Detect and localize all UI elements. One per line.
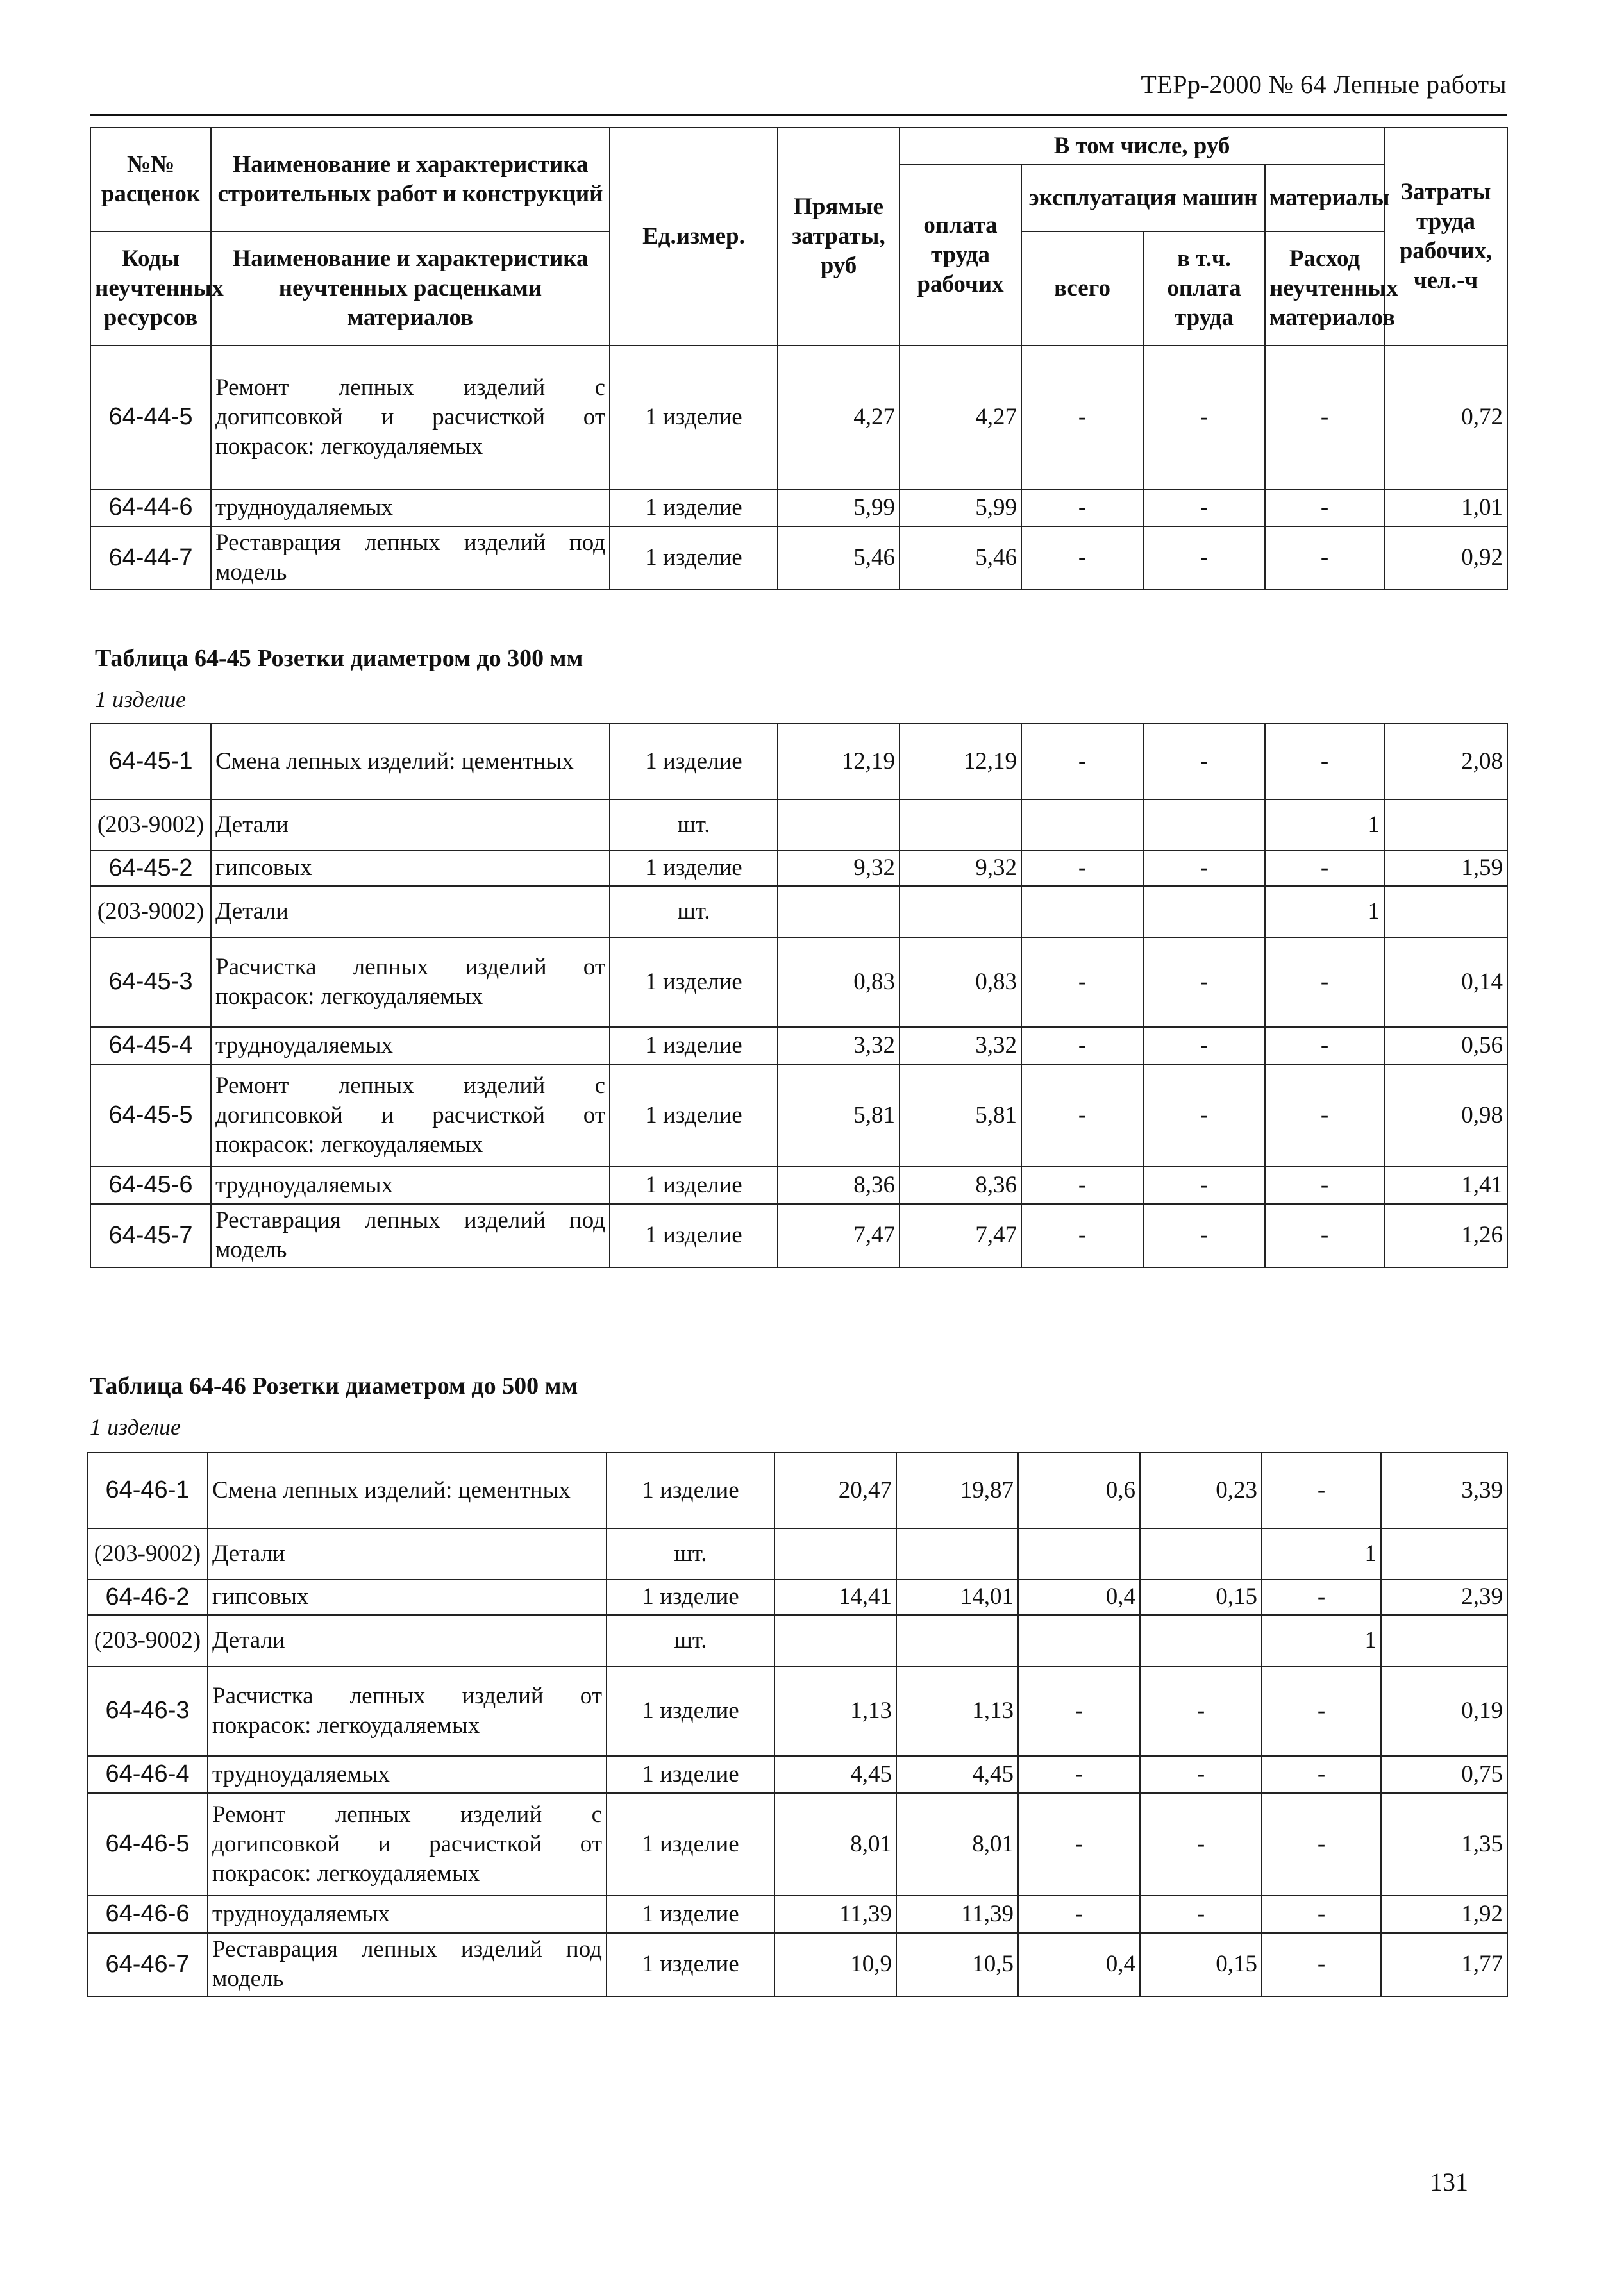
table-row xyxy=(87,1756,1507,1793)
machines-total: 0,4 xyxy=(1018,1580,1140,1615)
work-name: трудноудаляемых xyxy=(211,1167,610,1204)
materials-use: - xyxy=(1265,1204,1384,1267)
labor-pay: 0,83 xyxy=(900,937,1021,1027)
rate-code: 64-46-4 xyxy=(87,1756,208,1793)
rate-code: 64-45-6 xyxy=(90,1167,211,1204)
unit: шт. xyxy=(610,886,778,937)
materials-use: - xyxy=(1265,724,1384,799)
direct-cost: 4,45 xyxy=(774,1756,896,1793)
header-cell-unit: Ед.измер. xyxy=(610,128,778,346)
header-cell-name: Наименование и характеристика строительных работ и конструкций xyxy=(211,128,610,231)
machines-total: - xyxy=(1018,1756,1140,1793)
labor-hours: 1,35 xyxy=(1381,1793,1507,1896)
labor-pay: 19,87 xyxy=(896,1453,1018,1528)
page-number: 131 xyxy=(1430,2168,1468,2196)
labor-pay: 10,5 xyxy=(896,1933,1018,1996)
machines-pay: - xyxy=(1143,489,1265,526)
unit: шт. xyxy=(610,799,778,851)
direct-cost: 5,99 xyxy=(778,489,900,526)
direct-cost: 10,9 xyxy=(774,1933,896,1996)
unit: 1 изделие xyxy=(610,1204,778,1267)
labor-hours: 1,59 xyxy=(1384,851,1507,886)
machines-pay: - xyxy=(1140,1756,1262,1793)
labor-hours xyxy=(1381,1615,1507,1666)
materials-use: - xyxy=(1265,1027,1384,1064)
unit: 1 изделие xyxy=(610,937,778,1027)
labor-pay xyxy=(896,1528,1018,1580)
table-row xyxy=(87,1896,1507,1933)
rate-code: 64-44-5 xyxy=(90,346,211,489)
labor-hours: 0,14 xyxy=(1384,937,1507,1027)
table-row xyxy=(90,1167,1507,1204)
machines-pay xyxy=(1140,1615,1262,1666)
machines-total: - xyxy=(1018,1896,1140,1933)
rate-code: 64-46-1 xyxy=(87,1453,208,1528)
machines-total: - xyxy=(1021,346,1143,489)
work-name: Ремонт лепных изделий с догипсовкой и расчисткой от покрасок: легкоудаляемых xyxy=(211,1064,610,1167)
work-name: Расчистка лепных изделий от покрасок: легкоудаляемых xyxy=(208,1666,607,1756)
table-6446 xyxy=(87,1452,1508,1997)
direct-cost: 20,47 xyxy=(774,1453,896,1528)
labor-hours: 1,41 xyxy=(1384,1167,1507,1204)
table-row xyxy=(90,346,1507,489)
direct-cost: 0,83 xyxy=(778,937,900,1027)
table-6445-caption: Таблица 64-45 Розетки диаметром до 300 мм xyxy=(95,645,583,672)
table-row xyxy=(90,1027,1507,1064)
unit: 1 изделие xyxy=(610,489,778,526)
materials-use: - xyxy=(1265,937,1384,1027)
materials-use: - xyxy=(1265,346,1384,489)
direct-cost: 3,32 xyxy=(778,1027,900,1064)
labor-pay: 5,81 xyxy=(900,1064,1021,1167)
rate-code: 64-45-7 xyxy=(90,1204,211,1267)
machines-total: - xyxy=(1018,1793,1140,1896)
machines-pay: - xyxy=(1143,1204,1265,1267)
labor-hours: 3,39 xyxy=(1381,1453,1507,1528)
work-name: Детали xyxy=(208,1528,607,1580)
work-name: трудноудаляемых xyxy=(208,1756,607,1793)
unit: 1 изделие xyxy=(607,1756,774,1793)
labor-hours: 2,39 xyxy=(1381,1580,1507,1615)
direct-cost xyxy=(774,1528,896,1580)
materials-use: - xyxy=(1262,1580,1381,1615)
direct-cost xyxy=(778,886,900,937)
labor-hours xyxy=(1384,799,1507,851)
direct-cost: 5,81 xyxy=(778,1064,900,1167)
machines-total: - xyxy=(1021,1167,1143,1204)
table-row xyxy=(87,1528,1507,1580)
labor-pay: 7,47 xyxy=(900,1204,1021,1267)
header-cell-direct: Прямые затраты, руб xyxy=(778,128,900,346)
work-name: Ремонт лепных изделий с догипсовкой и расчисткой от покрасок: легкоудаляемых xyxy=(211,346,610,489)
labor-pay: 14,01 xyxy=(896,1580,1018,1615)
rate-code: (203-9002) xyxy=(87,1615,208,1666)
labor-hours: 1,01 xyxy=(1384,489,1507,526)
rate-code: 64-44-6 xyxy=(90,489,211,526)
work-name: гипсовых xyxy=(211,851,610,886)
table-row xyxy=(87,1615,1507,1666)
labor-pay xyxy=(896,1615,1018,1666)
table-row xyxy=(90,937,1507,1027)
header-cell-code: №№ расценок xyxy=(90,128,211,231)
rate-code: (203-9002) xyxy=(90,886,211,937)
labor-hours: 0,72 xyxy=(1384,346,1507,489)
header-cell-labor-pay: оплата труда рабочих xyxy=(900,165,1021,346)
unit: 1 изделие xyxy=(610,1064,778,1167)
machines-pay: - xyxy=(1143,851,1265,886)
machines-pay: - xyxy=(1143,724,1265,799)
unit: 1 изделие xyxy=(610,851,778,886)
work-name: Детали xyxy=(211,799,610,851)
header-cell-machines: эксплуатация машин xyxy=(1021,165,1265,231)
work-name: трудноудаляемых xyxy=(208,1896,607,1933)
machines-pay: - xyxy=(1143,346,1265,489)
work-name: гипсовых xyxy=(208,1580,607,1615)
labor-pay: 4,45 xyxy=(896,1756,1018,1793)
work-name: Смена лепных изделий: цементных xyxy=(211,724,610,799)
labor-pay: 12,19 xyxy=(900,724,1021,799)
machines-total: - xyxy=(1021,1064,1143,1167)
labor-hours: 0,56 xyxy=(1384,1027,1507,1064)
machines-total: - xyxy=(1021,724,1143,799)
unit: 1 изделие xyxy=(610,346,778,489)
materials-use: - xyxy=(1262,1666,1381,1756)
direct-cost xyxy=(774,1615,896,1666)
table-row xyxy=(90,1064,1507,1167)
direct-cost: 1,13 xyxy=(774,1666,896,1756)
machines-total: - xyxy=(1021,489,1143,526)
unit: 1 изделие xyxy=(607,1793,774,1896)
unit: 1 изделие xyxy=(607,1453,774,1528)
labor-hours: 1,92 xyxy=(1381,1896,1507,1933)
machines-total xyxy=(1018,1615,1140,1666)
labor-hours: 0,75 xyxy=(1381,1756,1507,1793)
machines-pay: - xyxy=(1143,526,1265,590)
materials-use: - xyxy=(1265,1167,1384,1204)
table-row xyxy=(90,1204,1507,1267)
rate-code: 64-46-5 xyxy=(87,1793,208,1896)
header-cell-machines-pay: в т.ч. оплата труда xyxy=(1143,231,1265,346)
labor-pay: 1,13 xyxy=(896,1666,1018,1756)
header-cell-materials-use: Расход неучтенных материалов xyxy=(1265,231,1384,346)
rate-code: 64-44-7 xyxy=(90,526,211,590)
work-name: Ремонт лепных изделий с догипсовкой и расчисткой от покрасок: легкоудаляемых xyxy=(208,1793,607,1896)
unit: 1 изделие xyxy=(607,1666,774,1756)
machines-pay: 0,15 xyxy=(1140,1580,1262,1615)
header-cell-materials: материалы xyxy=(1265,165,1384,231)
unit: шт. xyxy=(607,1615,774,1666)
labor-pay: 9,32 xyxy=(900,851,1021,886)
machines-total: - xyxy=(1021,851,1143,886)
direct-cost: 7,47 xyxy=(778,1204,900,1267)
direct-cost: 8,36 xyxy=(778,1167,900,1204)
direct-cost: 12,19 xyxy=(778,724,900,799)
labor-hours: 1,77 xyxy=(1381,1933,1507,1996)
machines-total: - xyxy=(1018,1666,1140,1756)
rate-code: 64-46-6 xyxy=(87,1896,208,1933)
unit: 1 изделие xyxy=(610,1027,778,1064)
work-name: Детали xyxy=(208,1615,607,1666)
materials-use: - xyxy=(1265,851,1384,886)
table-row xyxy=(90,799,1507,851)
rate-code: 64-45-5 xyxy=(90,1064,211,1167)
materials-use: - xyxy=(1262,1933,1381,1996)
labor-pay: 11,39 xyxy=(896,1896,1018,1933)
table-6446-caption: Таблица 64-46 Розетки диаметром до 500 мм xyxy=(90,1373,578,1399)
materials-use: - xyxy=(1262,1793,1381,1896)
labor-hours: 0,19 xyxy=(1381,1666,1507,1756)
unit: 1 изделие xyxy=(610,724,778,799)
rate-code: 64-46-3 xyxy=(87,1666,208,1756)
machines-total: - xyxy=(1021,1204,1143,1267)
machines-pay xyxy=(1140,1528,1262,1580)
machines-total xyxy=(1021,799,1143,851)
direct-cost: 14,41 xyxy=(774,1580,896,1615)
labor-pay: 4,27 xyxy=(900,346,1021,489)
header-cell-including: В том числе, руб xyxy=(900,128,1384,165)
machines-pay: - xyxy=(1143,937,1265,1027)
machines-total xyxy=(1018,1528,1140,1580)
machines-total: - xyxy=(1021,526,1143,590)
rate-code: 64-45-4 xyxy=(90,1027,211,1064)
labor-pay: 3,32 xyxy=(900,1027,1021,1064)
labor-pay: 5,46 xyxy=(900,526,1021,590)
table-row xyxy=(90,526,1507,590)
unit: 1 изделие xyxy=(607,1933,774,1996)
header-cell-machines-total: всего xyxy=(1021,231,1143,346)
labor-hours xyxy=(1381,1528,1507,1580)
table-row xyxy=(90,851,1507,886)
unit: 1 изделие xyxy=(607,1580,774,1615)
header-cell-unaccounted-codes: Коды неучтенных ресурсов xyxy=(90,231,211,346)
labor-hours xyxy=(1384,886,1507,937)
header-cell-name-materials: Наименование и характеристика неучтенных расценками материалов xyxy=(211,231,610,346)
labor-pay: 8,36 xyxy=(900,1167,1021,1204)
table-row xyxy=(90,886,1507,937)
labor-pay xyxy=(900,799,1021,851)
work-name: Детали xyxy=(211,886,610,937)
machines-pay: - xyxy=(1140,1666,1262,1756)
materials-use: 1 xyxy=(1265,886,1384,937)
materials-use: 1 xyxy=(1265,799,1384,851)
machines-pay: - xyxy=(1143,1027,1265,1064)
materials-use: 1 xyxy=(1262,1528,1381,1580)
materials-use: - xyxy=(1262,1756,1381,1793)
direct-cost: 5,46 xyxy=(778,526,900,590)
machines-pay: - xyxy=(1143,1167,1265,1204)
unit: 1 изделие xyxy=(610,526,778,590)
rate-code: (203-9002) xyxy=(90,799,211,851)
rate-code: 64-46-7 xyxy=(87,1933,208,1996)
table-row xyxy=(87,1580,1507,1615)
table-6445 xyxy=(90,723,1508,1268)
direct-cost xyxy=(778,799,900,851)
labor-hours: 0,92 xyxy=(1384,526,1507,590)
materials-use: - xyxy=(1262,1453,1381,1528)
labor-hours: 2,08 xyxy=(1384,724,1507,799)
machines-pay: 0,15 xyxy=(1140,1933,1262,1996)
work-name: трудноудаляемых xyxy=(211,1027,610,1064)
labor-hours: 1,26 xyxy=(1384,1204,1507,1267)
header-rule xyxy=(90,114,1507,116)
materials-use: 1 xyxy=(1262,1615,1381,1666)
table-row xyxy=(87,1453,1507,1528)
rate-code: (203-9002) xyxy=(87,1528,208,1580)
unit: 1 изделие xyxy=(607,1896,774,1933)
work-name: Реставрация лепных изделий под модель xyxy=(211,1204,610,1267)
table-row xyxy=(90,489,1507,526)
machines-pay: - xyxy=(1140,1896,1262,1933)
direct-cost: 11,39 xyxy=(774,1896,896,1933)
running-header: ТЕРр-2000 № 64 Лепные работы xyxy=(1141,70,1507,99)
direct-cost: 8,01 xyxy=(774,1793,896,1896)
rate-code: 64-45-3 xyxy=(90,937,211,1027)
rate-code: 64-45-2 xyxy=(90,851,211,886)
rate-code: 64-46-2 xyxy=(87,1580,208,1615)
table-row xyxy=(87,1933,1507,1996)
labor-pay: 8,01 xyxy=(896,1793,1018,1896)
labor-pay: 5,99 xyxy=(900,489,1021,526)
machines-total xyxy=(1021,886,1143,937)
unit: шт. xyxy=(607,1528,774,1580)
rate-code: 64-45-1 xyxy=(90,724,211,799)
machines-total: - xyxy=(1021,1027,1143,1064)
labor-pay xyxy=(900,886,1021,937)
labor-hours: 0,98 xyxy=(1384,1064,1507,1167)
table-6445-unit-note: 1 изделие xyxy=(95,687,186,712)
materials-use: - xyxy=(1265,1064,1384,1167)
machines-pay xyxy=(1143,799,1265,851)
table-6444 xyxy=(90,127,1508,590)
machines-pay: - xyxy=(1143,1064,1265,1167)
unit: 1 изделие xyxy=(610,1167,778,1204)
work-name: Расчистка лепных изделий от покрасок: легкоудаляемых xyxy=(211,937,610,1027)
direct-cost: 9,32 xyxy=(778,851,900,886)
direct-cost: 4,27 xyxy=(778,346,900,489)
machines-total: 0,6 xyxy=(1018,1453,1140,1528)
table-6446-unit-note: 1 изделие xyxy=(90,1414,181,1440)
machines-pay xyxy=(1143,886,1265,937)
materials-use: - xyxy=(1265,526,1384,590)
machines-pay: 0,23 xyxy=(1140,1453,1262,1528)
work-name: трудноудаляемых xyxy=(211,489,610,526)
table-row xyxy=(90,724,1507,799)
work-name: Реставрация лепных изделий под модель xyxy=(208,1933,607,1996)
materials-use: - xyxy=(1265,489,1384,526)
work-name: Реставрация лепных изделий под модель xyxy=(211,526,610,590)
machines-total: 0,4 xyxy=(1018,1933,1140,1996)
header-cell-labor-hours: Затраты труда рабочих, чел.-ч xyxy=(1384,128,1507,346)
materials-use: - xyxy=(1262,1896,1381,1933)
work-name: Смена лепных изделий: цементных xyxy=(208,1453,607,1528)
machines-total: - xyxy=(1021,937,1143,1027)
table-row xyxy=(87,1666,1507,1756)
table-row xyxy=(87,1793,1507,1896)
machines-pay: - xyxy=(1140,1793,1262,1896)
